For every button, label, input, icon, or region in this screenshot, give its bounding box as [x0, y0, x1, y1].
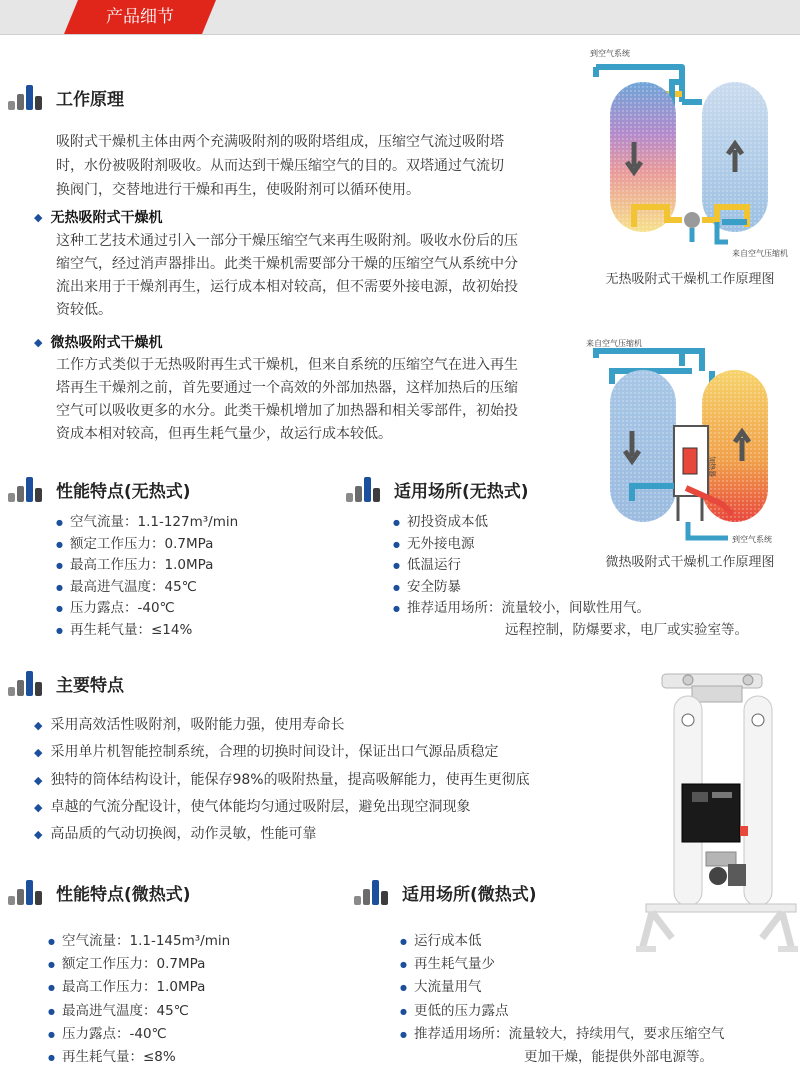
- intro-line: 时，水份被吸附剂吸收。从而达到干燥压缩空气的目的。双塔通过气流切: [56, 158, 504, 174]
- list-item: ● 推荐适用场所：流量较小，间歇性用气。: [393, 598, 793, 620]
- diagram1-caption: 无热吸附式干燥机工作原理图: [605, 272, 775, 287]
- para-line: 资较低。: [56, 302, 112, 318]
- para-line: 缩空气，经过消声器排出。此类干燥机需要部分干燥的压缩空气从系统中分: [56, 256, 518, 272]
- list-item-text: 采用单片机智能控制系统，合理的切换时间设计，保证出口气源品质稳定: [50, 744, 499, 761]
- diamond-bullet-icon: ◆: [34, 800, 43, 814]
- para-line: 流出来用于干燥剂再生，运行成本相对较高，但不需要外接电源，故初始投: [56, 279, 518, 295]
- heading-text: 性能特点(无热式): [56, 481, 191, 502]
- diagram2-caption: 微热吸附式干燥机工作原理图: [605, 555, 775, 570]
- list-item: [34, 794, 634, 821]
- list-item: [34, 712, 634, 739]
- section-heading-main-features: [8, 668, 124, 698]
- diagram1-in-label: 来自空气压缩机: [732, 249, 788, 258]
- diagram2-in-label: 来自空气压缩机: [586, 339, 642, 348]
- heatless-paragraph: [56, 230, 556, 322]
- subheading-micro-heat: [34, 332, 162, 352]
- list-item: ● 空气流量：1.1-145m³/min: [48, 930, 328, 953]
- heatless-diagram-svg: [582, 42, 792, 264]
- app-micro-list: [400, 930, 795, 1069]
- list-item: [34, 767, 634, 794]
- diamond-bullet-icon: ◆: [34, 828, 43, 842]
- intro-line: 换阀门，交替地进行干燥和再生，使吸附剂可以循环使用。: [56, 182, 420, 198]
- banner-title: 产品细节: [106, 7, 174, 27]
- bar-chart-icon: [8, 670, 48, 696]
- list-item: ● 再生耗气量：≤14%: [56, 620, 316, 642]
- list-item-continuation: 更加干燥，能提供外部电源等。: [524, 1049, 713, 1066]
- list-item-continuation: 远程控制，防爆要求，电厂或实验室等。: [505, 621, 748, 638]
- list-item: ● 安全防暴: [393, 577, 793, 599]
- section-heading-perf-micro: [8, 877, 191, 907]
- switch-valve: [684, 212, 700, 228]
- list-item: ● 压力露点：-40℃: [48, 1023, 328, 1046]
- bar-chart-icon: [8, 879, 48, 905]
- right-column: [744, 696, 772, 906]
- subheading-text: 微热吸附式干燥机: [50, 335, 163, 351]
- product-photo: [632, 668, 800, 958]
- diagram1-out-label: 到空气系统: [590, 49, 630, 58]
- list-item: ● 初投资成本低: [393, 512, 793, 534]
- bar-chart-icon: [346, 476, 386, 502]
- list-item: ● 压力露点：-40℃: [56, 598, 316, 620]
- list-item: ● 再生耗气量：≤8%: [48, 1046, 328, 1069]
- bar-chart-icon: [8, 476, 48, 502]
- para-line: 工作方式类似于无热吸附再生式干燥机，但来自系统的压缩空气在进入再生: [56, 357, 518, 373]
- diagram2-out-label: 到空气系统: [732, 535, 772, 544]
- para-line: 这种工艺技术通过引入一部分干燥压缩空气来再生吸附剂。吸收水份后的压: [56, 233, 518, 249]
- bar-chart-icon: [354, 879, 394, 905]
- list-item: ● 空气流量：1.1-127m³/min: [56, 512, 316, 534]
- app-heatless-list: [393, 512, 793, 642]
- subheading-heatless: [34, 207, 162, 227]
- intro-paragraph: [56, 130, 556, 202]
- heater-element: [683, 448, 697, 474]
- para-line: 资成本相对较高，但再生耗气量少，故运行成本较低。: [56, 426, 392, 442]
- list-item: ● 大流量用气: [400, 976, 795, 999]
- list-item: ● 运行成本低: [400, 930, 795, 953]
- bar-chart-icon: [8, 84, 48, 110]
- diamond-bullet-icon: ◆: [34, 773, 43, 787]
- heading-text: 主要特点: [56, 675, 124, 696]
- list-item-text: 卓越的气流分配设计，使气体能均匀通过吸附层，避免出现空洞现象: [50, 798, 471, 815]
- list-item: ● 再生耗气量少: [400, 953, 795, 976]
- list-item: [34, 739, 634, 766]
- heatless-diagram: [582, 42, 792, 264]
- heading-text: 适用场所(无热式): [394, 481, 529, 502]
- list-item: ● 最高工作压力：1.0MPa: [48, 976, 328, 999]
- list-item: ● 更低的压力露点: [400, 1000, 795, 1023]
- list-item-text: 采用高效活性吸附剂，吸附能力强，使用寿命长: [50, 717, 345, 733]
- dryer-machine-image: [632, 668, 800, 958]
- intro-line: 吸附式干燥机主体由两个充满吸附剂的吸附塔组成，压缩空气流过吸附塔: [56, 134, 504, 150]
- micro-heat-paragraph: [56, 354, 556, 446]
- list-item: ● 最高进气温度：45℃: [56, 577, 316, 599]
- section-heading-app-heatless: [346, 474, 529, 504]
- diamond-bullet-icon: ◆: [34, 719, 43, 732]
- heading-text: 工作原理: [56, 89, 124, 110]
- list-item-text: 高品质的气动切换阀，动作灵敏，性能可靠: [50, 826, 317, 843]
- perf-heatless-list: [56, 512, 316, 642]
- para-line: 空气可以吸收更多的水分。此类干燥机增加了加热器和相关零部件，初始投: [56, 403, 518, 419]
- para-line: 塔再生干燥剂之前，首先要通过一个高效的外部加热器，这样加热后的压缩: [56, 380, 518, 396]
- list-item: ● 推荐适用场所：流量较大，持续用气，要求压缩空气: [400, 1023, 795, 1046]
- heater-label: 加热器: [708, 456, 716, 477]
- list-item: ● 无外接电源: [393, 534, 793, 556]
- list-item: ● 低温运行: [393, 555, 793, 577]
- list-item: ● 额定工作压力：0.7MPa: [48, 953, 328, 976]
- heading-text: 性能特点(微热式): [56, 884, 191, 905]
- section-heading-app-micro: [354, 877, 537, 907]
- main-features-list: [34, 712, 634, 848]
- diamond-bullet-icon: ◆: [34, 335, 43, 349]
- perf-micro-list: [48, 930, 328, 1069]
- heading-text: 适用场所(微热式): [402, 884, 537, 905]
- list-item: ● 最高工作压力：1.0MPa: [56, 555, 316, 577]
- subheading-text: 无热吸附式干燥机: [50, 210, 163, 226]
- list-item: [34, 821, 634, 848]
- section-heading-working-principle: [8, 82, 124, 112]
- diamond-bullet-icon: ◆: [34, 210, 43, 224]
- section-heading-perf-heatless: [8, 474, 191, 504]
- list-item: ● 最高进气温度：45℃: [48, 1000, 328, 1023]
- diamond-bullet-icon: ◆: [34, 746, 43, 760]
- list-item: ● 额定工作压力：0.7MPa: [56, 534, 316, 556]
- list-item-text: 独特的筒体结构设计，能保存98%的吸附热量，提高吸解能力，使再生更彻底: [50, 771, 530, 788]
